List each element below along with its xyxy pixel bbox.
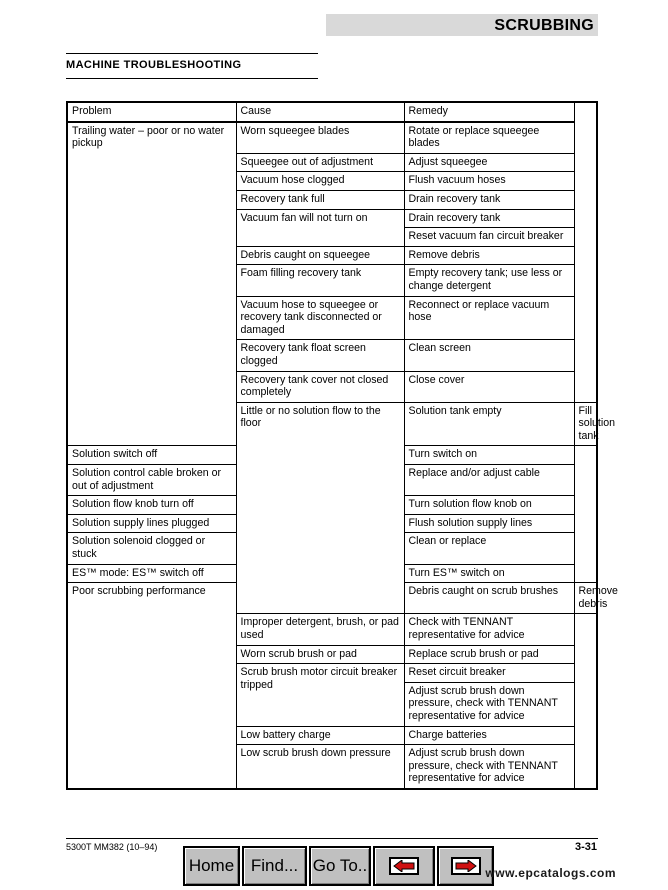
- cause-cell: Solution switch off: [67, 446, 236, 465]
- cause-cell: Solution supply lines plugged: [67, 514, 236, 533]
- remedy-cell: Adjust scrub brush down pressure, check with TENNANT representative for advice: [404, 745, 574, 789]
- left-arrow-icon: [389, 857, 419, 875]
- section-rule-bottom: [66, 78, 318, 79]
- remedy-cell: Close cover: [404, 371, 574, 402]
- footer-rule: [66, 838, 598, 839]
- remedy-cell: Charge batteries: [404, 726, 574, 745]
- cause-cell: Recovery tank full: [236, 190, 404, 209]
- document-id: 5300T MM382 (10–94): [66, 842, 158, 852]
- cause-cell: Worn squeegee blades: [236, 122, 404, 154]
- remedy-cell: Replace and/or adjust cable: [404, 465, 574, 496]
- cause-cell: Solution flow knob turn off: [67, 496, 236, 515]
- cause-cell: Solution tank empty: [404, 402, 574, 446]
- go-to-button[interactable]: Go To..: [309, 846, 371, 886]
- cause-cell: Improper detergent, brush, or pad used: [236, 614, 404, 645]
- table-row: [67, 122, 597, 154]
- cause-cell: ES™ mode: ES™ switch off: [67, 564, 236, 583]
- page-number: 3-31: [574, 841, 597, 853]
- cause-cell: Solution control cable broken or out of adjustment: [67, 465, 236, 496]
- table-header-row: [67, 102, 597, 122]
- remedy-cell: Drain recovery tank: [404, 209, 574, 228]
- cause-cell: Solution solenoid clogged or stuck: [67, 533, 236, 564]
- cause-cell: Recovery tank cover not closed completely: [236, 371, 404, 402]
- cause-cell: Debris caught on squeegee: [236, 246, 404, 265]
- cause-cell: Worn scrub brush or pad: [236, 645, 404, 664]
- cause-cell: Vacuum fan will not turn on: [236, 209, 404, 246]
- remedy-cell: Reset vacuum fan circuit breaker: [404, 228, 574, 247]
- column-header-remedy: Remedy: [404, 102, 574, 122]
- remedy-cell: Turn switch on: [404, 446, 574, 465]
- remedy-cell: Flush solution supply lines: [404, 514, 574, 533]
- cause-cell: Debris caught on scrub brushes: [404, 583, 574, 614]
- remedy-cell: Drain recovery tank: [404, 190, 574, 209]
- remedy-cell: Remove debris: [574, 583, 597, 614]
- remedy-cell: Reconnect or replace vacuum hose: [404, 296, 574, 340]
- remedy-cell: Flush vacuum hoses: [404, 172, 574, 191]
- previous-page-button[interactable]: [373, 846, 435, 886]
- cause-cell: Low scrub brush down pressure: [236, 745, 404, 789]
- problem-cell: Poor scrubbing performance: [67, 583, 236, 789]
- remedy-cell: Rotate or replace squeegee blades: [404, 122, 574, 154]
- home-button[interactable]: Home: [183, 846, 240, 886]
- remedy-cell: Remove debris: [404, 246, 574, 265]
- find-button[interactable]: Find...: [242, 846, 307, 886]
- chapter-title: SCRUBBING: [494, 17, 594, 34]
- remedy-cell: Clean screen: [404, 340, 574, 371]
- remedy-cell: Turn ES™ switch on: [404, 564, 574, 583]
- cause-cell: Vacuum hose to squeegee or recovery tank disconnected or damaged: [236, 296, 404, 340]
- remedy-cell: Check with TENNANT representative for advice: [404, 614, 574, 645]
- remedy-cell: Fill solution tank: [574, 402, 597, 446]
- remedy-cell: Replace scrub brush or pad: [404, 645, 574, 664]
- remedy-cell: Adjust scrub brush down pressure, check with TENNANT representative for advice: [404, 682, 574, 726]
- table-body: [67, 122, 618, 789]
- cause-cell: Low battery charge: [236, 726, 404, 745]
- troubleshooting-table: [66, 101, 618, 790]
- cause-cell: Scrub brush motor circuit breaker tripped: [236, 664, 404, 726]
- cause-cell: Squeegee out of adjustment: [236, 153, 404, 172]
- remedy-cell: Turn solution flow knob on: [404, 496, 574, 515]
- cause-cell: Recovery tank float screen clogged: [236, 340, 404, 371]
- remedy-cell: Empty recovery tank; use less or change detergent: [404, 265, 574, 296]
- section-title: MACHINE TROUBLESHOOTING: [66, 59, 242, 71]
- problem-cell: Trailing water – poor or no water pickup: [67, 122, 236, 446]
- remedy-cell: Reset circuit breaker: [404, 664, 574, 683]
- cause-cell: Vacuum hose clogged: [236, 172, 404, 191]
- section-rule-top: [66, 53, 318, 54]
- watermark: www.epcatalogs.com: [485, 866, 616, 880]
- remedy-cell: Clean or replace: [404, 533, 574, 564]
- remedy-cell: Adjust squeegee: [404, 153, 574, 172]
- problem-cell: Little or no solution flow to the floor: [236, 402, 404, 614]
- column-header-problem: Problem: [67, 102, 236, 122]
- cause-cell: Foam filling recovery tank: [236, 265, 404, 296]
- column-header-cause: Cause: [236, 102, 404, 122]
- right-arrow-icon: [451, 857, 481, 875]
